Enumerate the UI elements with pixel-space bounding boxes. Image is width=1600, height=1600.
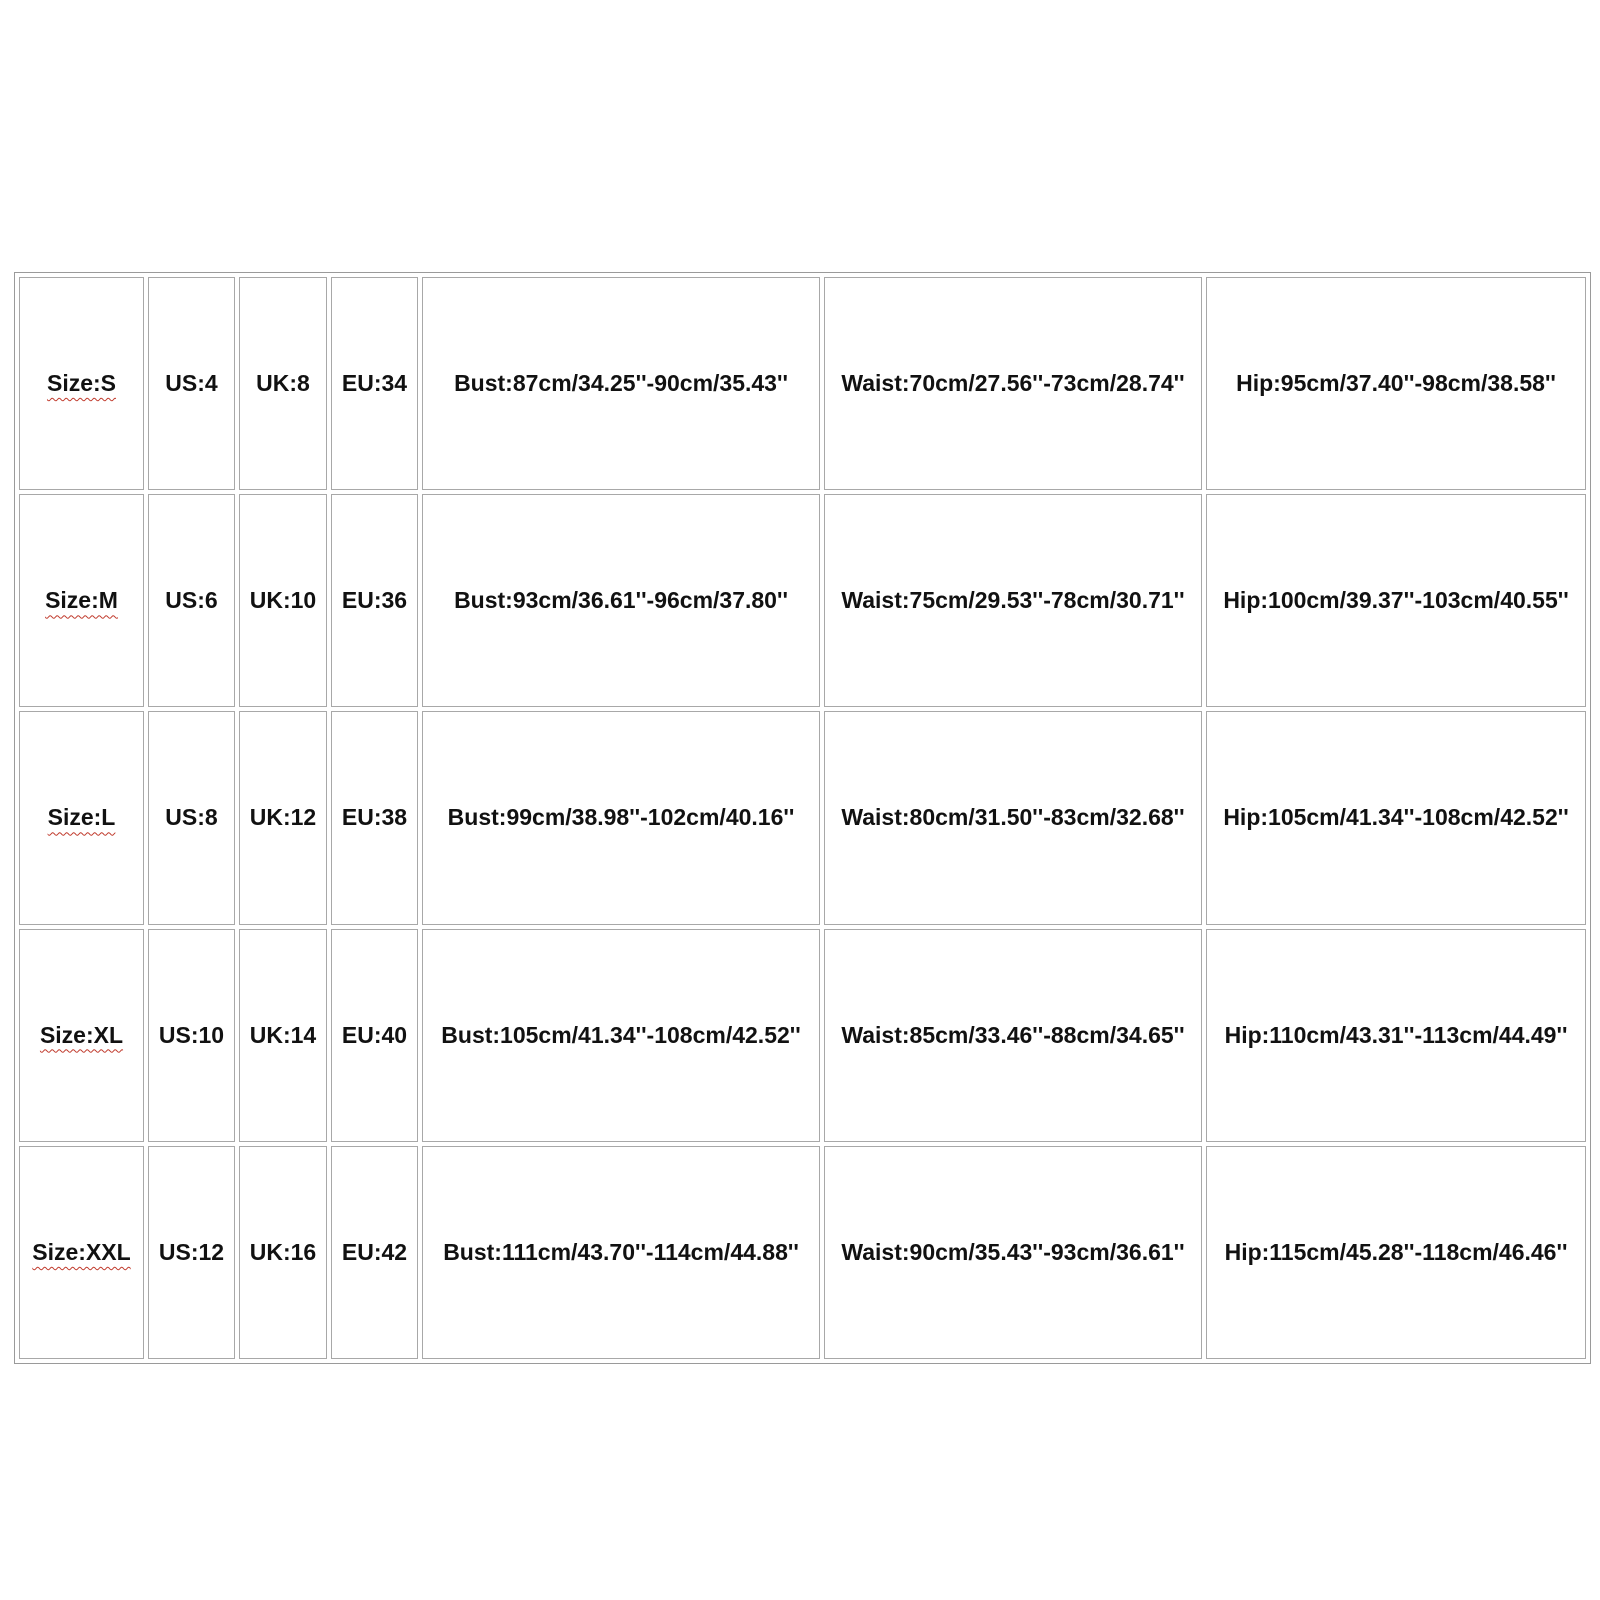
size-row-s: [19, 277, 1586, 490]
eu-size-cell: EU:40: [331, 929, 418, 1142]
waist-cell: Waist:90cm/35.43''-93cm/36.61'': [824, 1146, 1202, 1359]
bust-cell: Bust:111cm/43.70''-114cm/44.88'': [422, 1146, 820, 1359]
waist-cell: Waist:70cm/27.56''-73cm/28.74'': [824, 277, 1202, 490]
uk-size-cell: UK:14: [239, 929, 327, 1142]
uk-size-cell: UK:16: [239, 1146, 327, 1359]
hip-cell: Hip:110cm/43.31''-113cm/44.49'': [1206, 929, 1586, 1142]
us-size-cell: US:8: [148, 711, 235, 924]
eu-size-cell: EU:34: [331, 277, 418, 490]
eu-size-cell: EU:38: [331, 711, 418, 924]
size-label: Size:XXL: [32, 1238, 131, 1265]
size-row-m: [19, 494, 1586, 707]
bust-cell: Bust:105cm/41.34''-108cm/42.52'': [422, 929, 820, 1142]
size-label: Size:M: [45, 587, 118, 614]
size-row-xl: [19, 929, 1586, 1142]
us-size-cell: US:4: [148, 277, 235, 490]
size-row-xxl: [19, 1146, 1586, 1359]
hip-cell: Hip:105cm/41.34''-108cm/42.52'': [1206, 711, 1586, 924]
waist-cell: Waist:85cm/33.46''-88cm/34.65'': [824, 929, 1202, 1142]
us-size-cell: US:6: [148, 494, 235, 707]
bust-cell: Bust:87cm/34.25''-90cm/35.43'': [422, 277, 820, 490]
size-chart-table: [14, 272, 1591, 1364]
eu-size-cell: EU:42: [331, 1146, 418, 1359]
size-label: Size:L: [47, 804, 116, 831]
eu-size-cell: EU:36: [331, 494, 418, 707]
size-cell: [19, 929, 144, 1142]
size-cell: [19, 277, 144, 490]
hip-cell: Hip:115cm/45.28''-118cm/46.46'': [1206, 1146, 1586, 1359]
hip-cell: Hip:100cm/39.37''-103cm/40.55'': [1206, 494, 1586, 707]
size-label: Size:S: [46, 370, 117, 397]
us-size-cell: US:10: [148, 929, 235, 1142]
uk-size-cell: UK:10: [239, 494, 327, 707]
bust-cell: Bust:93cm/36.61''-96cm/37.80'': [422, 494, 820, 707]
size-label: Size:XL: [39, 1021, 124, 1048]
uk-size-cell: UK:12: [239, 711, 327, 924]
hip-cell: Hip:95cm/37.40''-98cm/38.58'': [1206, 277, 1586, 490]
size-cell: [19, 711, 144, 924]
size-cell: [19, 1146, 144, 1359]
us-size-cell: US:12: [148, 1146, 235, 1359]
uk-size-cell: UK:8: [239, 277, 327, 490]
waist-cell: Waist:80cm/31.50''-83cm/32.68'': [824, 711, 1202, 924]
waist-cell: Waist:75cm/29.53''-78cm/30.71'': [824, 494, 1202, 707]
size-row-l: [19, 711, 1586, 924]
size-cell: [19, 494, 144, 707]
bust-cell: Bust:99cm/38.98''-102cm/40.16'': [422, 711, 820, 924]
